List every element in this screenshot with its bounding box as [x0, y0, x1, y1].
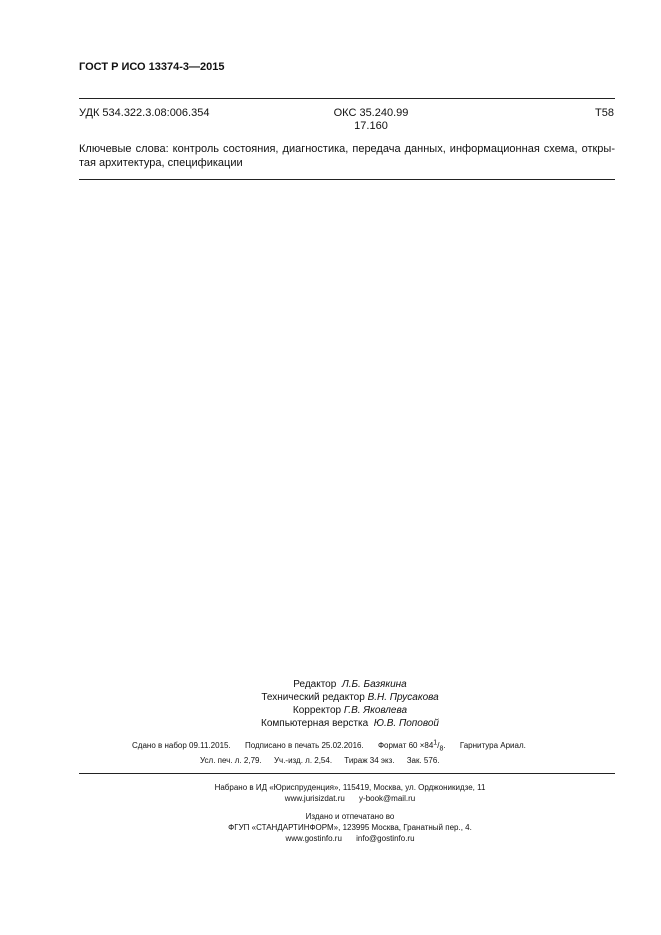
top-divider: [79, 98, 615, 99]
corrector-label: Корректор: [292, 705, 342, 716]
standard-id: ГОСТ Р ИСО 13374-3—2015: [79, 61, 225, 73]
credit-corrector: [200, 704, 500, 717]
format: [377, 739, 446, 753]
editor-name: Л.Б. Базякина: [341, 679, 407, 690]
typeface: Гарнитура Ариал.: [459, 740, 526, 750]
oks-line-1: ОКС 35.240.99: [333, 107, 409, 119]
credit-layout: [200, 717, 500, 730]
typeset-by: Набрано в ИД «Юриспруденция», 115419, Москва, ул. Орджоникидзе, 11: [214, 783, 486, 792]
format-num: 1: [433, 739, 438, 746]
layout-label: Компьютерная верстка: [261, 718, 369, 729]
publisher-block: [180, 782, 520, 844]
website-link-2[interactable]: www.gostinfo.ru: [285, 834, 342, 843]
imprint-divider: [79, 773, 615, 774]
credit-tech-editor: [200, 691, 500, 704]
format-prefix: Формат 60 ×84: [377, 740, 434, 750]
keywords: Ключевые слова: контроль состояния, диагностика, передача данных, информационная схема, откры-тая архитектура, спецификации: [79, 143, 615, 169]
email-link-2[interactable]: info@gostinfo.ru: [356, 834, 415, 843]
credits-block: [200, 678, 500, 730]
format-slash: /: [437, 740, 440, 750]
published-by: ФГУП «СТАНДАРТИНФОРМ», 123995 Москва, Гранатный пер., 4.: [228, 823, 472, 832]
format-den: 8: [439, 745, 444, 753]
pub-sheets: Уч.-изд. л. 2,54.: [273, 756, 333, 765]
publisher-contacts-2: [180, 833, 520, 844]
oks-line-2: 17.160: [354, 120, 388, 132]
udc-code: УДК 534.322.3.08:006.354: [79, 107, 210, 119]
publisher-contacts-1: [180, 793, 520, 804]
published-by-label: Издано и отпечатано во: [305, 812, 395, 821]
print-sheets: Усл. печ. л. 2,79.: [200, 756, 262, 765]
print-info-line-1: [132, 739, 538, 752]
okp-code: Т58: [595, 107, 614, 119]
tech-editor-name: В.Н. Прусакова: [367, 692, 439, 703]
tech-editor-label: Технический редактор: [261, 692, 365, 703]
keywords-divider: [79, 179, 615, 180]
submitted-date: Сдано в набор 09.11.2015.: [132, 740, 231, 750]
credit-editor: [200, 678, 500, 691]
editor-label: Редактор: [293, 679, 337, 690]
print-run: Тираж 34 экз.: [344, 756, 395, 765]
print-info-line-2: [200, 756, 450, 765]
layout-name: Ю.В. Поповой: [373, 718, 439, 729]
corrector-name: Г.В. Яковлева: [343, 705, 408, 716]
format-dot: .: [443, 740, 446, 750]
oks-code: [326, 107, 416, 133]
signed-date: Подписано в печать 25.02.2016.: [244, 740, 364, 750]
website-link-1[interactable]: www.jurisizdat.ru: [284, 794, 345, 803]
email-link-1[interactable]: y-book@mail.ru: [359, 794, 416, 803]
order-number: Зак. 576.: [406, 756, 440, 765]
